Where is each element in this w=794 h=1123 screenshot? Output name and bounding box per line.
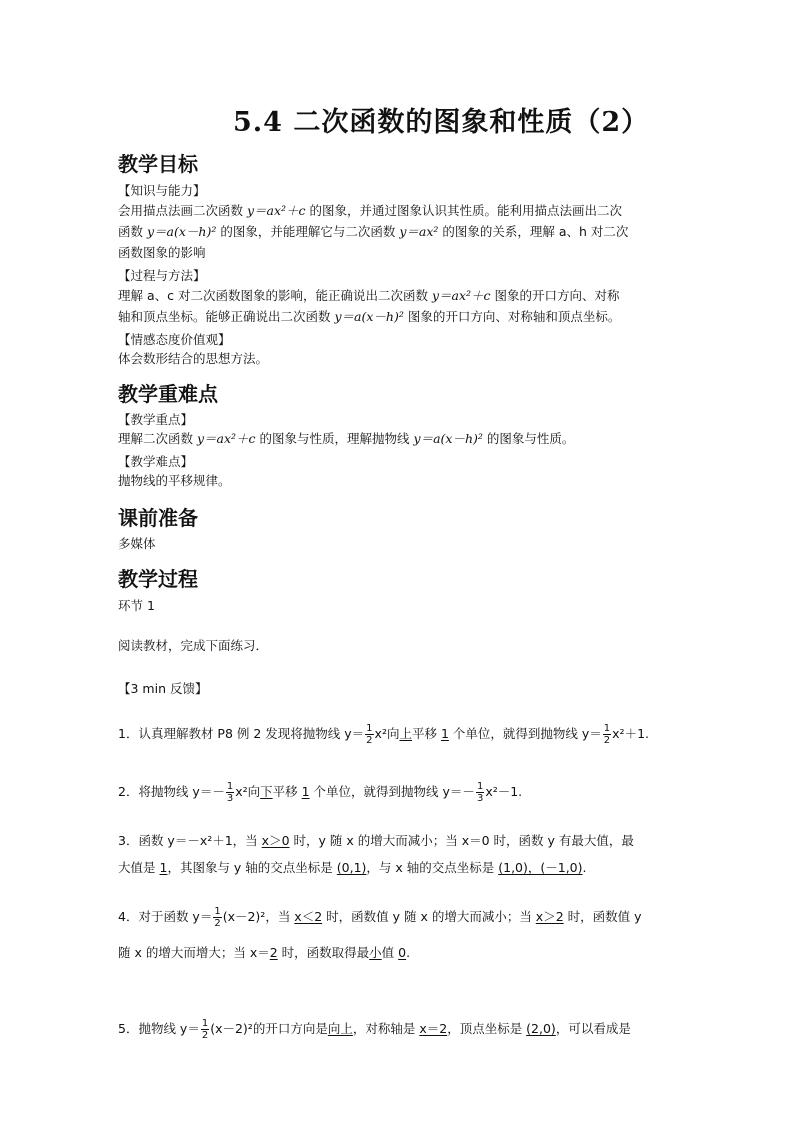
- answer-blank: 下: [260, 784, 273, 799]
- answer-blank: 向上: [327, 1021, 353, 1036]
- exercise-1: 1．认真理解教材 P8 例 2 发现将抛物线 y＝ $\frac{1}{2}$ x²向上平移 1 个单位，就得到抛物线 y＝ $\frac{1}{2}$ x²＋1.: [118, 723, 649, 746]
- knowledge-line-1: 会用描点法画二次函数 y＝ax²＋c 的图象，并通过图象认识其性质。能利用描点法画出二次: [118, 203, 623, 218]
- feedback-heading: 【3 min 反馈】: [118, 681, 208, 696]
- exercise-5: 5．抛物线 y＝ $\frac{1}{2}$ (x－2)²的开口方向是向上，对称轴是 x＝2，顶点坐标是 (2,0)，可以看成是: [118, 1018, 631, 1041]
- answer-blank: x＝2: [419, 1021, 448, 1036]
- answer-blank: 小: [369, 945, 382, 960]
- answer-blank: 1: [301, 784, 310, 799]
- answer-blank: x＞2: [535, 909, 564, 924]
- answer-blank: x＞0: [261, 833, 290, 848]
- process-instruction: 阅读教材，完成下面练习．: [118, 638, 269, 653]
- process-method-line-1: 理解 a、c 对二次函数图象的影响，能正确说出二次函数 y＝ax²＋c 图象的开口方向、对称: [118, 288, 620, 303]
- section-heading-process: 教学过程: [118, 567, 198, 591]
- page-title: 5.4 二次函数的图象和性质（2）: [233, 107, 650, 138]
- exercise-2: 2．将抛物线 y＝－ $\frac{1}{3}$ x²向下平移 1 个单位，就得到抛物线 y＝－ $\frac{1}{3}$ x²－1.: [118, 781, 523, 804]
- answer-blank: (1,0)，(－1,0): [498, 860, 583, 875]
- focus-line: 理解二次函数 y＝ax²＋c 的图象与性质，理解抛物线 y＝a(x－h)² 的图象与性质。: [118, 431, 575, 446]
- answer-blank: 1: [440, 726, 449, 741]
- answer-blank: 上: [399, 726, 412, 741]
- answer-blank: (0,1): [336, 860, 367, 875]
- exercise-4-line-2: 随 x 的增大而增大；当 x＝2 时，函数取得最小值 0.: [118, 945, 411, 960]
- fraction: $\frac{1}{2}$: [201, 1018, 209, 1041]
- section-heading-key-points: 教学重难点: [118, 382, 218, 406]
- knowledge-line-2: 函数 y＝a(x－h)² 的图象，并能理解它与二次函数 y＝ax² 的图象的关系，理解 a、h 对二次: [118, 224, 629, 239]
- difficulty-line: 抛物线的平移规律。: [118, 473, 231, 488]
- knowledge-heading: 【知识与能力】: [118, 183, 206, 198]
- attitude-line: 体会数形结合的思想方法。: [118, 351, 269, 366]
- fraction: $\frac{1}{2}$: [366, 723, 373, 746]
- difficulty-heading: 【教学难点】: [118, 454, 194, 469]
- knowledge-line-3: 函数图象的影响: [118, 245, 206, 260]
- fraction: $\frac{1}{3}$: [476, 781, 484, 804]
- preparation-text: 多媒体: [118, 536, 156, 551]
- answer-blank: (2,0): [526, 1021, 556, 1036]
- attitude-heading: 【情感态度价值观】: [118, 332, 231, 347]
- answer-blank: x＜2: [294, 909, 323, 924]
- fraction: $\frac{1}{3}$: [226, 781, 234, 804]
- section-heading-goals: 教学目标: [118, 152, 198, 176]
- exercise-3-line-1: 3．函数 y＝－x²＋1，当 x＞0 时，y 随 x 的增大而减小；当 x＝0 时，函数 y 有最大值，最: [118, 833, 634, 848]
- focus-heading: 【教学重点】: [118, 412, 194, 427]
- answer-blank: 2: [269, 945, 278, 960]
- process-step: 环节 1: [118, 598, 155, 613]
- fraction: $\frac{1}{2}$: [603, 723, 611, 746]
- process-method-line-2: 轴和顶点坐标。能够正确说出二次函数 y＝a(x－h)² 图象的开口方向、对称轴和顶点坐标。: [118, 309, 621, 324]
- answer-blank: 0: [398, 945, 407, 960]
- process-method-heading: 【过程与方法】: [118, 268, 206, 283]
- section-heading-preparation: 课前准备: [118, 506, 198, 530]
- exercise-3-line-2: 大值是 1，其图象与 y 轴的交点坐标是 (0,1)，与 x 轴的交点坐标是 (1,0)，(－1,0).: [118, 860, 587, 875]
- answer-blank: 1: [159, 860, 168, 875]
- fraction: $\frac{1}{2}$: [214, 906, 221, 929]
- exercise-4-line-1: 4．对于函数 y＝ $\frac{1}{2}$ (x－2)²，当 x＜2 时，函数值 y 随 x 的增大而减小；当 x＞2 时，函数值 y: [118, 906, 642, 929]
